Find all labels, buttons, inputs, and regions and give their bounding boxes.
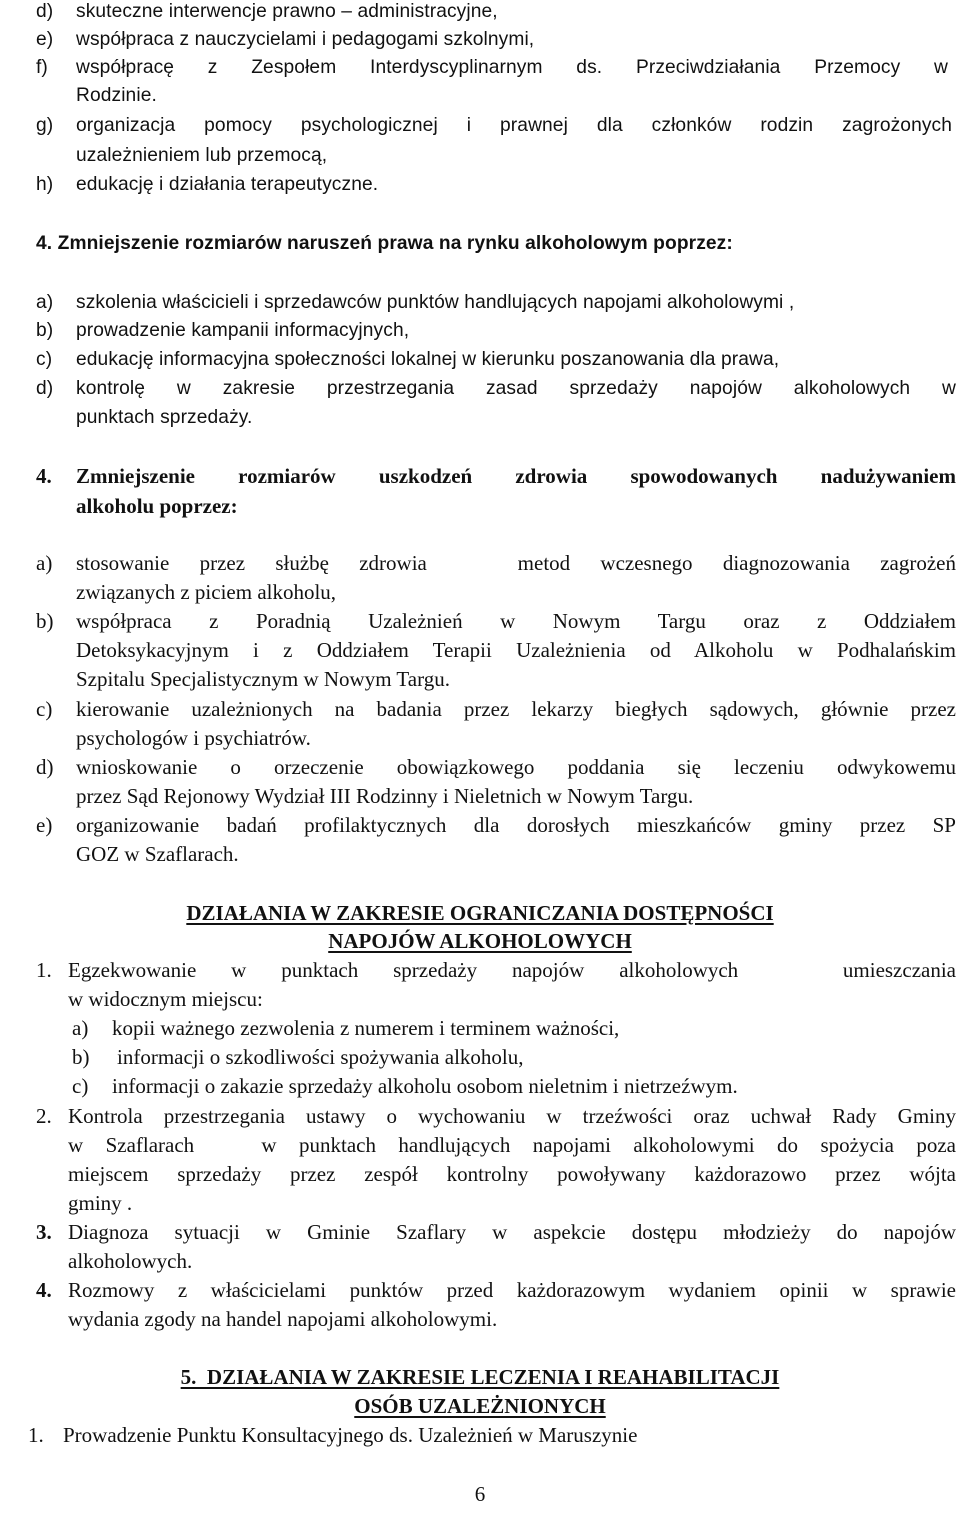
section-title-continued: OSÓB UZALEŻNIONYCH: [354, 1394, 606, 1418]
section-title: 5. DZIAŁANIA W ZAKRESIE LECZENIA I REAHABILITACJI: [180, 1365, 780, 1389]
section-title-continued: NAPOJÓW ALKOHOLOWYCH: [328, 929, 632, 953]
list-item-text: Diagnoza sytuacji w Gminie Szaflary w aspekcie dostępu młodzieży do napojów: [68, 1220, 956, 1244]
list-item-text: kierowanie uzależnionych na badania przez lekarzy biegłych sądowych, głównie przez: [76, 697, 956, 721]
sub-item-b: [0, 1045, 960, 1073]
list-item-text: stosowanie przez służbę zdrowia metod wczesnego diagnozowania zagrożeń: [76, 551, 956, 575]
list-marker: h): [36, 174, 54, 195]
list-item-c: [0, 697, 960, 755]
numbered-item-3: [0, 1220, 960, 1278]
list-item-text: kontrolę w zakresie przestrzegania zasad sprzedaży napojów alkoholowych w: [76, 378, 956, 399]
list-marker: 2.: [36, 1104, 52, 1128]
list-marker: e): [36, 29, 54, 50]
list-item-f: [0, 56, 960, 112]
section-heading: [0, 464, 960, 524]
list-item-text-continued: gminy .: [68, 1191, 133, 1215]
list-item-text: informacji o zakazie sprzedaży alkoholu osobom nieletnim i nietrzeźwym.: [112, 1074, 738, 1098]
list-marker: f): [36, 57, 48, 78]
list-item-text-continued: GOZ w Szaflarach.: [76, 842, 239, 866]
list-item-text: Prowadzenie Punktu Konsultacyjnego ds. Uzależnień w Maruszynie: [63, 1423, 638, 1447]
list-marker: b): [72, 1045, 90, 1069]
list-item-e: [0, 28, 960, 56]
list-item-text: współpraca z nauczycielami i pedagogami szkolnymi,: [76, 29, 535, 50]
list-marker: e): [36, 813, 53, 837]
list-item-text-continued: alkoholowych.: [68, 1249, 193, 1273]
list-item-text-continued: w Szaflarach w punktach handlujących napojami alkoholowymi do spożycia poza: [68, 1133, 956, 1157]
list-marker: c): [36, 349, 53, 370]
list-marker: a): [36, 551, 53, 575]
list-item-text: edukację i działania terapeutyczne.: [76, 174, 379, 195]
list-item-b: [0, 320, 960, 348]
list-item-text-continued: w widocznym miejscu:: [68, 987, 263, 1011]
list-item-text: organizacja pomocy psychologicznej i prawnej dla członków rodzin zagrożonych: [76, 115, 952, 136]
numbered-item-1: [0, 958, 960, 1016]
list-marker: b): [36, 320, 54, 341]
list-marker: d): [36, 755, 54, 779]
list-item-text: szkolenia właścicieli i sprzedawców punktów handlujących napojami alkoholowymi ,: [76, 292, 795, 313]
list-item-text: edukację informacyjna społeczności lokalnej w kierunku poszanowania dla prawa,: [76, 349, 780, 370]
list-marker: b): [36, 609, 54, 633]
section-heading-text: Zmniejszenie rozmiarów uszkodzeń zdrowia spowodowanych nadużywaniem: [76, 464, 956, 488]
list-item-text: Egzekwowanie w punktach sprzedaży napojów alkoholowych umieszczania: [68, 958, 956, 982]
list-item-text-continued: wydania zgody na handel napojami alkoholowymi.: [68, 1307, 498, 1331]
list-item-text-continued: Detoksykacyjnym i z Oddziałem Terapii Uzależnienia od Alkoholu w Podhalańskim: [76, 638, 956, 662]
list-marker: a): [72, 1016, 89, 1040]
list-item-text: prowadzenie kampanii informacyjnych,: [76, 320, 410, 341]
list-item-text: informacji o szkodliwości spożywania alkoholu,: [117, 1045, 524, 1069]
list-marker: d): [36, 378, 54, 399]
list-marker: 4.: [36, 1278, 52, 1302]
section-heading-text-continued: alkoholu poprzez:: [76, 494, 238, 518]
page-number: 6: [474, 1482, 486, 1506]
list-item-a: [0, 292, 960, 320]
list-item-h: [0, 174, 960, 202]
list-item-text-continued: punktach sprzedaży.: [76, 407, 253, 428]
sub-item-c: [0, 1074, 960, 1102]
list-marker: g): [36, 115, 54, 136]
list-item-text: współpraca z Poradnią Uzależnień w Nowym Targu oraz z Oddziałem: [76, 609, 956, 633]
numbered-item-2: [0, 1104, 960, 1220]
list-item-b: [0, 609, 960, 697]
sub-item-a: [0, 1016, 960, 1044]
list-item-text-continued: uzależnieniem lub przemocą,: [76, 145, 328, 166]
list-item-g: [0, 112, 960, 168]
list-item-d: [0, 377, 960, 433]
list-marker: a): [36, 292, 54, 313]
numbered-item-1: [0, 1423, 960, 1451]
list-marker: c): [72, 1074, 89, 1098]
list-item-text: organizowanie badań profilaktycznych dla dorosłych mieszkańców gminy przez SP: [76, 813, 956, 837]
list-item-text-continued: miejscem sprzedaży przez zespół kontrolny powoływany każdorazowo przez wójta: [68, 1162, 956, 1186]
list-marker: c): [36, 697, 53, 721]
list-marker: 1.: [36, 958, 52, 982]
list-item-text: Kontrola przestrzegania ustawy o wychowaniu w trzeźwości oraz uchwał Rady Gminy: [68, 1104, 956, 1128]
numbered-item-4: [0, 1278, 960, 1336]
list-item-text-continued: psychologów i psychiatrów.: [76, 726, 311, 750]
list-item-d: [0, 0, 960, 28]
list-marker: d): [36, 1, 54, 22]
list-item-text-continued: przez Sąd Rejonowy Wydział III Rodzinny i Nieletnich w Nowym Targu.: [76, 784, 694, 808]
list-item-text-continued: Szpitalu Specjalistycznym w Nowym Targu.: [76, 667, 450, 691]
list-marker: 3.: [36, 1220, 52, 1244]
list-item-text: współpracę z Zespołem Interdyscyplinarnym ds. Przeciwdziałania Przemocy w: [76, 57, 948, 78]
list-item-text: Rozmowy z właścicielami punktów przed każdorazowym wydaniem opinii w sprawie: [68, 1278, 956, 1302]
list-marker: 1.: [28, 1423, 44, 1447]
list-item-d: [0, 755, 960, 813]
section-heading: 4. Zmniejszenie rozmiarów naruszeń prawa na rynku alkoholowym poprzez:: [36, 233, 733, 254]
list-item-text: wnioskowanie o orzeczenie obowiązkowego poddania się leczeniu odwykowemu: [76, 755, 956, 779]
section-title: DZIAŁANIA W ZAKRESIE OGRANICZANIA DOSTĘPNOŚCI: [186, 901, 774, 925]
list-item-e: [0, 813, 960, 871]
list-item-text-continued: związanych z piciem alkoholu,: [76, 580, 337, 604]
list-item-a: [0, 551, 960, 609]
section-number: 4.: [36, 464, 52, 488]
list-item-c: [0, 349, 960, 377]
list-item-text: kopii ważnego zezwolenia z numerem i terminem ważności,: [112, 1016, 620, 1040]
list-item-text-continued: Rodzinie.: [76, 85, 157, 106]
list-item-text: skuteczne interwencje prawno – administracyjne,: [76, 1, 498, 22]
